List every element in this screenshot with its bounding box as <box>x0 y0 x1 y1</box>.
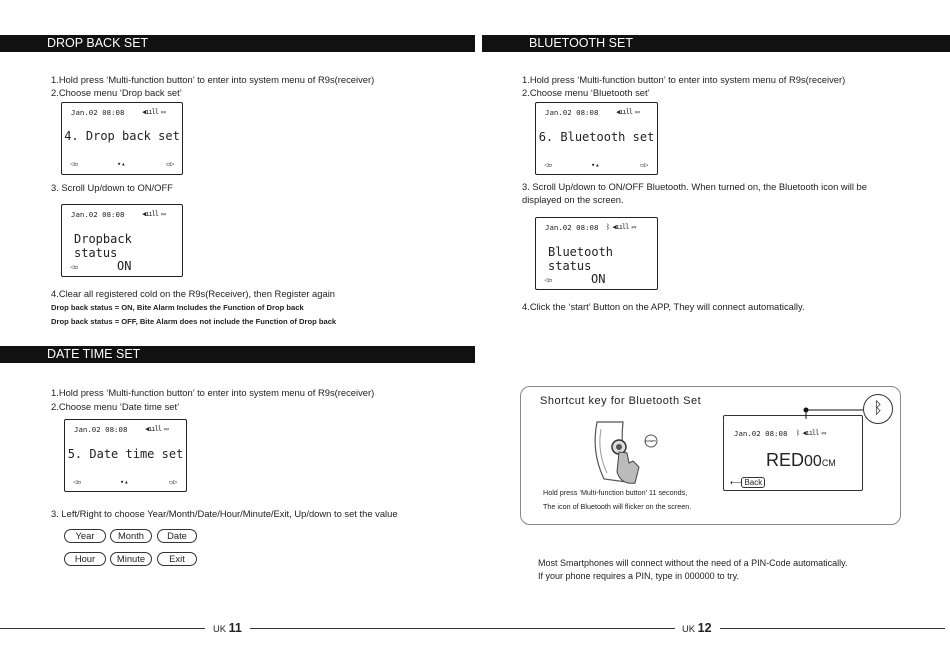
lcd-status-value: ON <box>591 272 606 286</box>
footer-prefix: UK <box>682 623 696 634</box>
lcd-status-label: Bluetooth status <box>548 245 614 273</box>
lcd-red-readout <box>766 450 836 471</box>
shortcut-lcd <box>723 415 863 491</box>
month-button[interactable]: Month <box>110 529 152 543</box>
right-arrow-icon: ▫▷ <box>640 161 649 169</box>
lcd-red-value: 00 <box>804 453 822 470</box>
bluetooth-step4: 4.Click the ‘start’ Button on the APP, They will connect automatically. <box>522 301 805 312</box>
lcd-menu-text: 6. Bluetooth set <box>538 130 655 144</box>
shortcut-caption1: Hold press ‘Multi-function button’ 11 seconds, <box>543 488 688 497</box>
lcd-status-time: Jan.02 08:08 <box>734 429 788 438</box>
bluetooth-step3b: displayed on the screen. <box>522 194 624 205</box>
signal-battery-icon: ◀ııll ▭ <box>142 108 165 116</box>
back-arrow-icon: ⟵ <box>730 478 742 487</box>
up-down-arrow-icon: ▾▴ <box>120 478 129 486</box>
date-time-step3: 3. Left/Right to choose Year/Month/Date/Hour/Minute/Exit, Up/down to set the value <box>51 508 398 519</box>
bluetooth-header <box>482 35 950 52</box>
lcd-drop-back-set <box>61 102 183 175</box>
footer-line-right-2 <box>720 628 945 629</box>
up-down-arrow-icon: ▾▴ <box>117 160 126 168</box>
bluetooth-step3a: 3. Scroll Up/down to ON/OFF Bluetooth. When turned on, the Bluetooth icon will be <box>522 181 867 192</box>
footer-line-right <box>482 628 675 629</box>
back-label[interactable] <box>730 478 765 487</box>
shortcut-caption2: The icon of Bluetooth will flicker on the screen. <box>543 502 692 511</box>
left-arrow-icon: ◁▫ <box>70 160 79 168</box>
shortcut-title: Shortcut key for Bluetooth Set <box>540 395 702 407</box>
bluetooth-step2: 2.Choose menu ‘Bluetooth set’ <box>522 87 650 98</box>
right-arrow-icon: ▫▷ <box>166 160 175 168</box>
drop-back-note-on: Drop back status = ON, Bite Alarm Includes the Function of Drop back <box>51 303 304 312</box>
lcd-status-value: ON <box>117 259 132 273</box>
bluetooth-step1: 1.Hold press ‘Multi-function button’ to enter into system menu of R9s(receiver) <box>522 74 846 85</box>
lcd-status-time: Jan.02 08:08 <box>545 108 599 117</box>
signal-battery-icon: ◀ııll ▭ <box>616 108 639 116</box>
drop-back-step2: 2.Choose menu ‘Drop back set’ <box>51 87 182 98</box>
up-down-arrow-icon: ▾▴ <box>591 161 600 169</box>
lcd-date-time-set <box>64 419 187 492</box>
footer-line-left <box>0 628 205 629</box>
lcd-bluetooth-set <box>535 102 658 175</box>
signal-battery-icon: ◀ııll ▭ <box>142 210 165 218</box>
date-time-step2: 2.Choose menu ‘Date time set’ <box>51 401 180 412</box>
page-number: 12 <box>697 621 712 635</box>
lcd-status-time: Jan.02 08:08 <box>545 223 599 232</box>
year-button[interactable]: Year <box>64 529 106 543</box>
back-arrow-icon: ◁▫ <box>70 263 79 271</box>
lcd-menu-text: 4. Drop back set <box>64 129 180 143</box>
right-arrow-icon: ▫▷ <box>169 478 178 486</box>
lcd-status-label: Dropback status <box>74 232 132 260</box>
bluetooth-signal-battery-icon: ᛒ ◀ııll ▭ <box>796 429 825 437</box>
drop-back-header <box>0 35 475 52</box>
lcd-bluetooth-status <box>535 217 658 290</box>
pin-note2: If your phone requires a PIN, type in 000000 to try. <box>538 571 739 581</box>
page-number: 11 <box>228 621 242 635</box>
hour-button[interactable]: Hour <box>64 552 106 566</box>
bluetooth-title: BLUETOOTH SET <box>529 36 633 50</box>
power-button-label: power <box>645 438 656 443</box>
date-button[interactable]: Date <box>157 529 197 543</box>
receiver-illustration <box>589 417 659 487</box>
footer-prefix: UK <box>213 623 227 634</box>
drop-back-step4: 4.Clear all registered cold on the R9s(Receiver), then Register again <box>51 288 335 299</box>
lcd-dropback-status <box>61 204 183 277</box>
exit-button[interactable]: Exit <box>157 552 197 566</box>
lcd-red-label: RED <box>766 450 805 470</box>
footer-left <box>213 621 242 635</box>
lcd-status-time: Jan.02 08:08 <box>71 108 125 117</box>
lcd-status-time: Jan.02 08:08 <box>71 210 125 219</box>
minute-button[interactable]: Minute <box>110 552 152 566</box>
date-time-header <box>0 346 475 363</box>
bluetooth-signal-battery-icon: ᛒ ◀ııll ▭ <box>606 223 635 231</box>
bluetooth-icon: ᛒ <box>863 394 893 424</box>
left-arrow-icon: ◁▫ <box>544 161 553 169</box>
lcd-red-unit: CM <box>821 458 836 468</box>
left-arrow-icon: ◁▫ <box>73 478 82 486</box>
pin-note1: Most Smartphones will connect without the need of a PIN-Code automatically. <box>538 558 848 568</box>
footer-right <box>682 621 712 635</box>
drop-back-step3: 3. Scroll Up/down to ON/OFF <box>51 182 173 193</box>
signal-battery-icon: ◀ııll ▭ <box>145 425 168 433</box>
back-label-text: Back <box>741 477 765 488</box>
date-time-title: DATE TIME SET <box>47 347 141 361</box>
back-arrow-icon: ◁▫ <box>544 276 553 284</box>
date-time-step1: 1.Hold press ‘Multi-function button’ to enter into system menu of R9s(receiver) <box>51 387 375 398</box>
lcd-status-time: Jan.02 08:08 <box>74 425 128 434</box>
lcd-menu-text: 5. Date time set <box>67 447 184 461</box>
drop-back-step1: 1.Hold press ‘Multi-function button’ to enter into system menu of R9s(receiver) <box>51 74 375 85</box>
shortcut-panel <box>520 386 901 525</box>
drop-back-title: DROP BACK SET <box>47 36 149 50</box>
drop-back-note-off: Drop back status = OFF, Bite Alarm does not include the Function of Drop back <box>51 317 337 326</box>
